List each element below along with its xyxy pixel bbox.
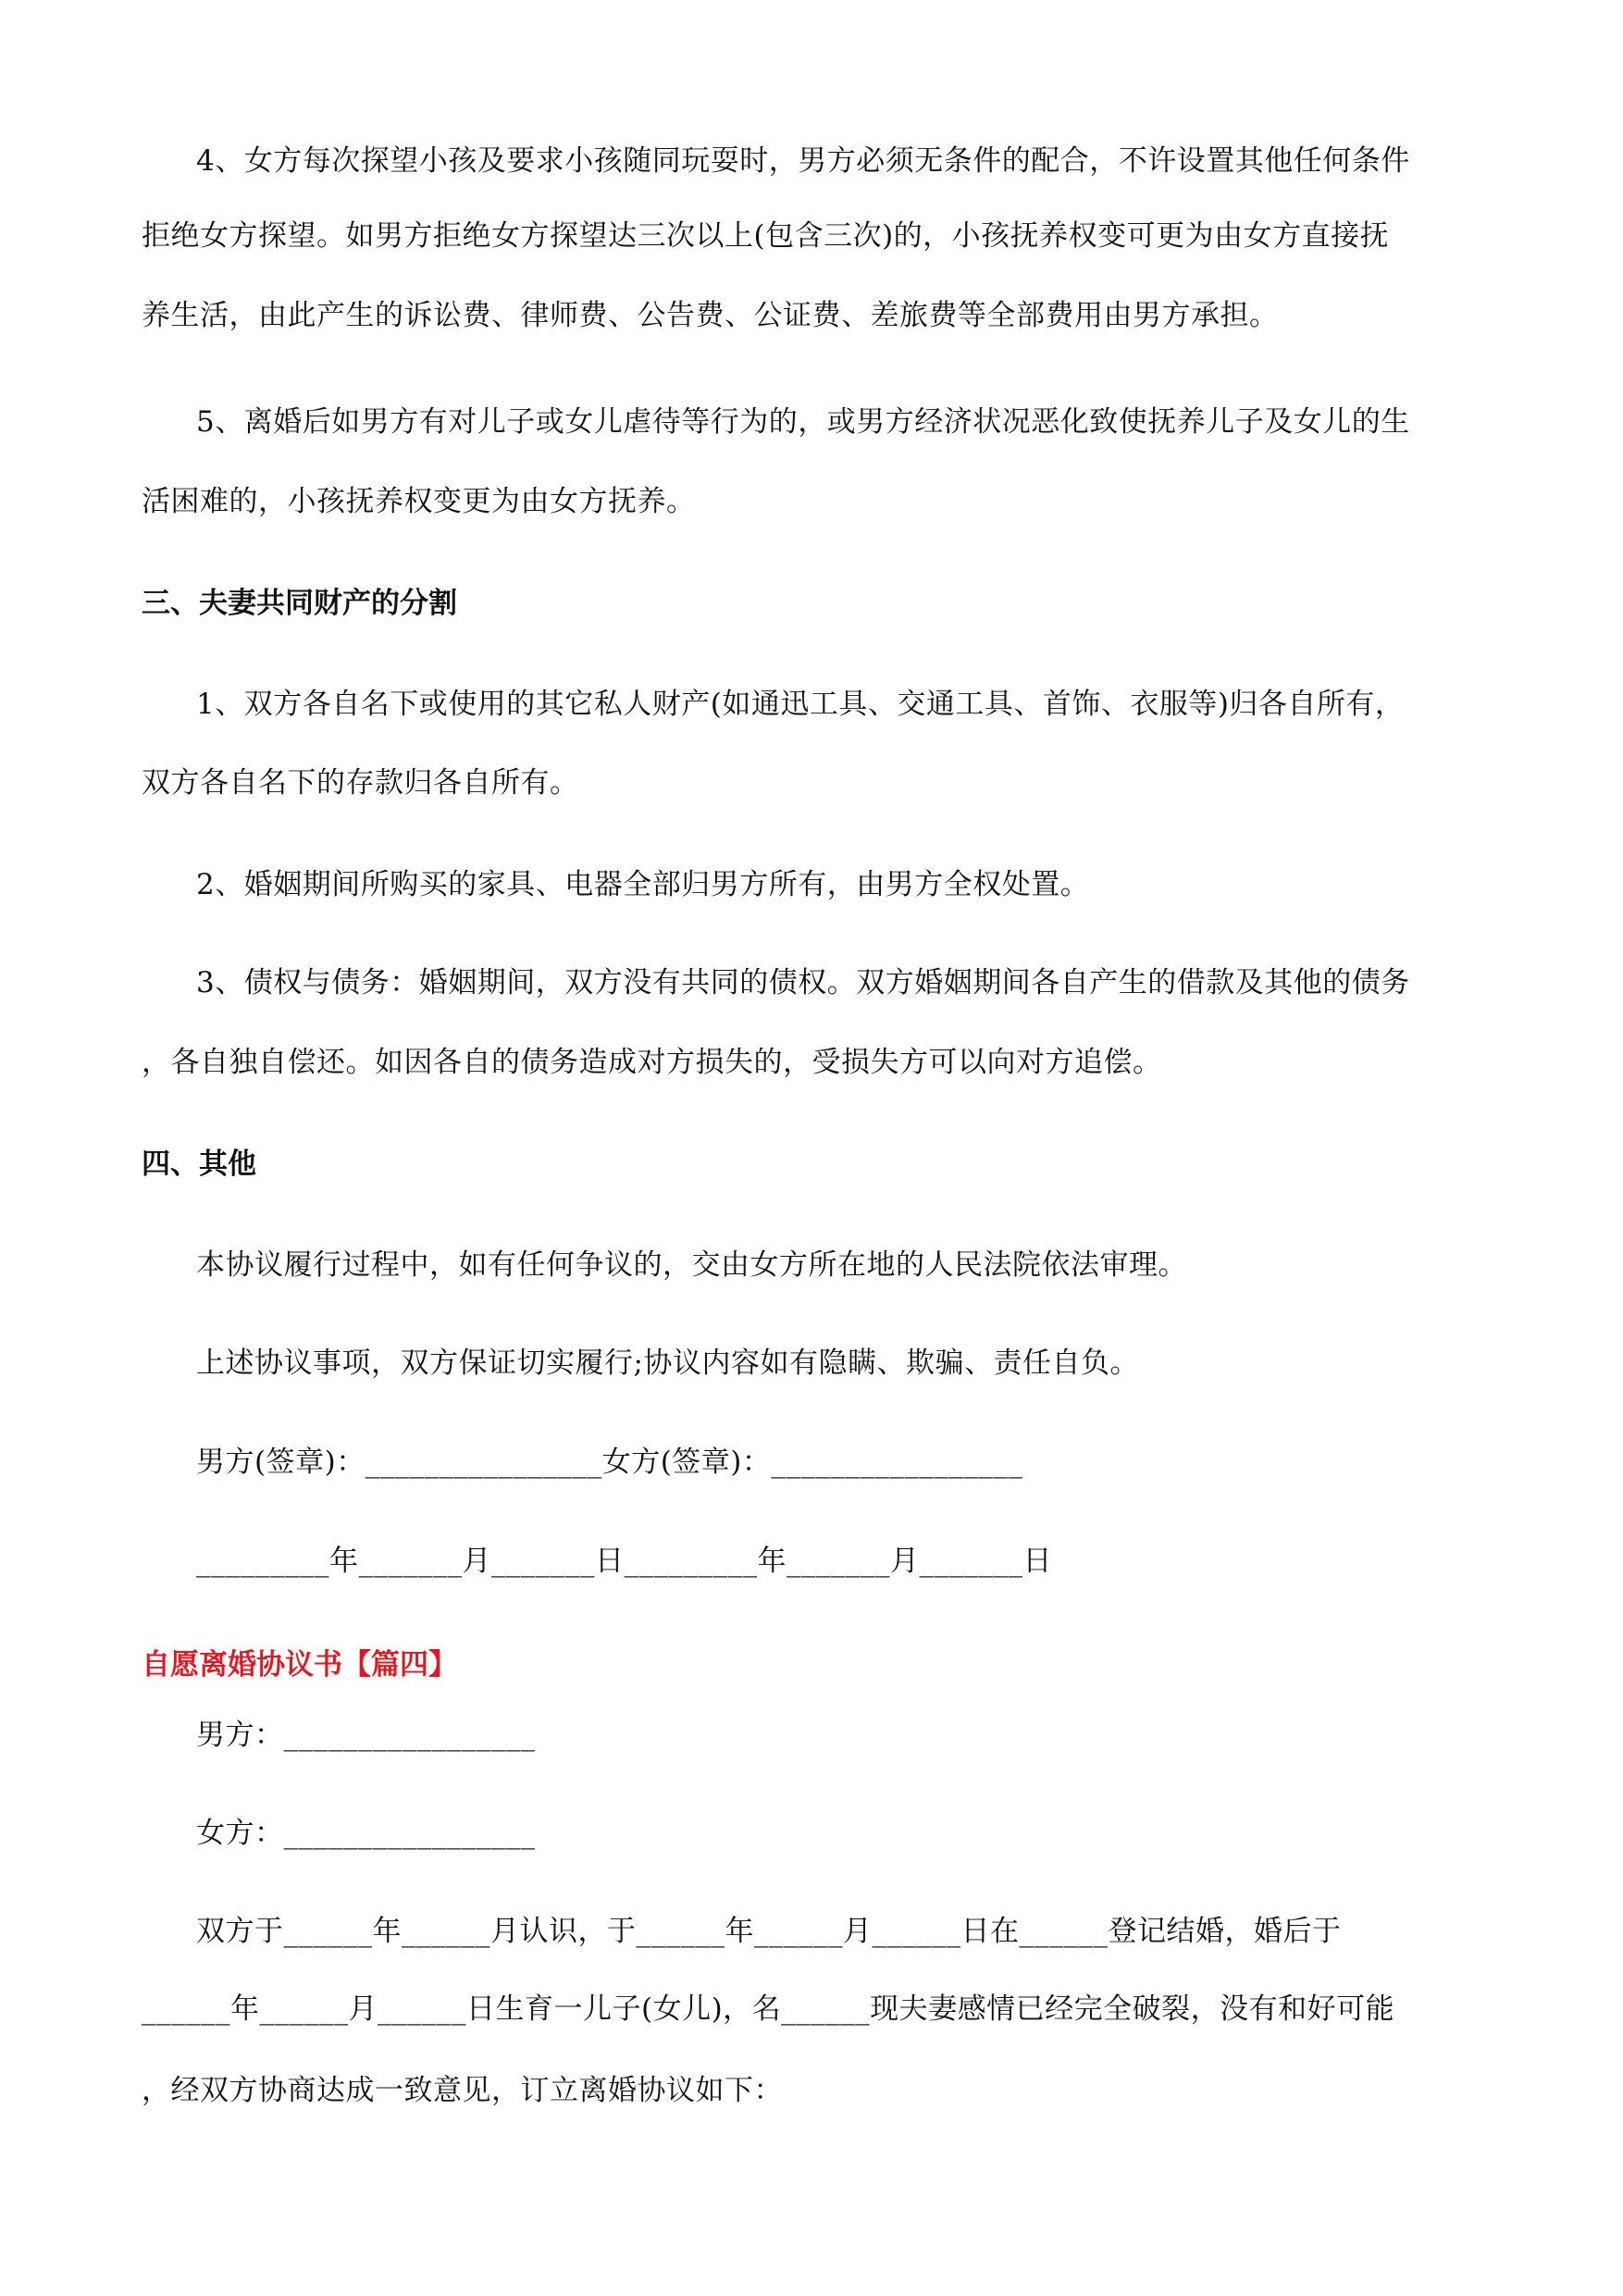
other-clause-1: 本协议履行过程中，如有任何争议的，交由女方所在地的人民法院依法审理。 xyxy=(196,1248,1187,1282)
paragraph-4-line-2: 拒绝女方探望。如男方拒绝女方探望达三次以上(包含三次)的，小孩抚养权变可更为由女方直接抚 xyxy=(142,219,1390,253)
other-clause-2: 上述协议事项，双方保证切实履行;协议内容如有隐瞒、欺骗、责任自负。 xyxy=(196,1347,1139,1380)
male-party-line: 男方：_________________ xyxy=(196,1719,536,1752)
signature-line: 男方(签章)：________________女方(签章)：_________________ xyxy=(196,1446,1023,1479)
date-line: _________年_______月_______日_________年_______月_______日 xyxy=(196,1545,1052,1578)
paragraph-4-line-1: 4、女方每次探望小孩及要求小孩随同玩耍时，男方必须无条件的配合，不许设置其他任何条件 xyxy=(196,144,1410,178)
property-1-line-1: 1、双方各自名下或使用的其它私人财产(如通迅工具、交通工具、首饰、衣服等)归各自所有， xyxy=(196,688,1405,721)
property-3-line-2: ，各自独自偿还。如因各自的债务造成对方损失的，受损失方可以向对方追偿。 xyxy=(142,1046,1162,1079)
paragraph-5-line-1: 5、离婚后如男方有对儿子或女儿虐待等行为的，或男方经济状况恶化致使抚养儿子及女儿的生 xyxy=(196,405,1410,439)
section-4-heading: 四、其他 xyxy=(142,1148,256,1181)
intro-line-2: ______年______月______日生育一儿子(女儿)，名______现夫妻感情已经完全破裂，没有和好可能 xyxy=(142,1992,1395,2026)
property-2-line-1: 2、婚姻期间所购买的家具、电器全部归男方所有，由男方全权处置。 xyxy=(196,868,1090,901)
intro-line-3: ，经双方协商达成一致意见，订立离婚协议如下： xyxy=(142,2074,783,2107)
paragraph-4-line-3: 养生活，由此产生的诉讼费、律师费、公告费、公证费、差旅费等全部费用由男方承担。 xyxy=(142,299,1279,332)
paragraph-5-line-2: 活困难的，小孩抚养权变更为由女方抚养。 xyxy=(142,485,696,518)
intro-line-1: 双方于______年______月认识，于______年______月______日在______登记结婚，婚后于 xyxy=(196,1915,1342,1948)
part-four-heading: 自愿离婚协议书【篇四】 xyxy=(142,1648,457,1682)
female-party-line: 女方：_________________ xyxy=(196,1817,536,1850)
section-3-heading: 三、夫妻共同财产的分割 xyxy=(142,587,457,620)
property-1-line-2: 双方各自名下的存款归各自所有。 xyxy=(142,766,579,800)
property-3-line-1: 3、债权与债务：婚姻期间，双方没有共同的债权。双方婚姻期间各自产生的借款及其他的债务 xyxy=(196,966,1410,999)
